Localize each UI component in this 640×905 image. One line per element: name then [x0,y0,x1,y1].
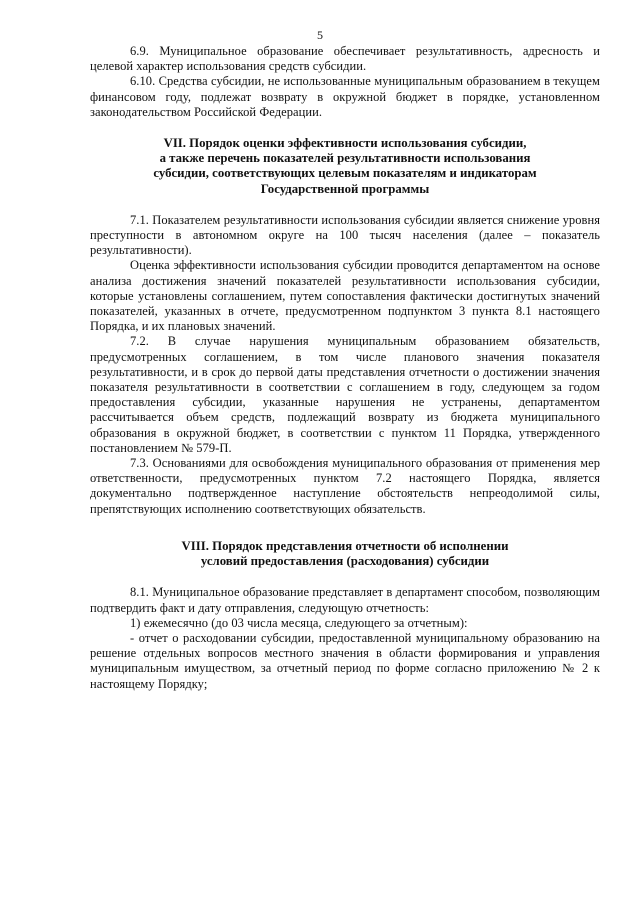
document-body [90,44,600,692]
paragraph-evaluation: Оценка эффективности использования субсидии проводится департаментом на основе анализа достижения значений показателей результативности использования субсидии, которые установлены соглашением, путем сопоставления фактически достигнутых значений показателей, указанных в отчете, предусмотренном подпунктом 3 пункта 8.1 настоящего Порядка, и их плановых значений. [90,258,600,334]
paragraph-monthly: 1) ежемесячно (до 03 числа месяца, следующего за отчетным): [130,615,468,630]
page-number: 5 [317,28,323,42]
section-heading-line: Государственной программы [260,181,430,196]
section-heading-line: VII. Порядок оценки эффективности использования субсидии, [163,136,527,151]
paragraph-6-9: 6.9. Муниципальное образование обеспечивает результативность, адресность и целевой характер использования средств субсидии. [90,44,600,74]
section-8-heading [90,539,600,569]
section-heading-line: а также перечень показателей результативности использования [159,151,531,166]
paragraph-7-3: 7.3. Основаниями для освобождения муниципального образования от применения мер ответственности, предусмотренных пунктом 7.2 настоящего Порядка, является документально подтвержденное наступление обстоятельств непреодолимой силы, препятствующих исполнению соответствующих обязательств. [90,456,600,516]
paragraph-8-1: 8.1. Муниципальное образование представляет в департамент способом, позволяющим подтвердить факт и дату отправления, следующую отчетность: [90,585,600,615]
paragraph-7-1: 7.1. Показателем результативности использования субсидии является снижение уровня преступности в автономном округе на 100 тысяч населения (далее – показатель результативности). [90,212,600,258]
paragraph-6-10: 6.10. Средства субсидии, не использованные муниципальным образованием в текущем финансовом году, подлежат возврату в окружной бюджет в порядке, установленном законодательством Российской Федерации. [90,74,600,119]
section-7-heading [90,136,600,197]
paragraph-7-2: 7.2. В случае нарушения муниципальным образованием обязательств, предусмотренных соглашением, в том числе планового значения показателя результативности, и в срок до первой даты представления отчетности о достижении значения показателя результативности в соответствии с соглашением в году, следующем за годом предоставления субсидии, указанные нарушения не устранены, департаментом рассчитывается объем средств, подлежащий возврату из бюджета муниципального образования в окружной бюджет, в соответствии с пунктом 11 Порядка, утвержденного постановлением № 579-П. [90,334,600,455]
paragraph-report: - отчет о расходовании субсидии, предоставленной муниципальному образованию на решение отдельных вопросов местного значения в области формирования и управления муниципальным имуществом, за отчетный период по форме согласно приложению № 2 к настоящему Порядку; [90,630,600,691]
section-heading-line: субсидии, соответствующих целевым показателям и индикаторам [153,166,537,181]
section-heading-line: VIII. Порядок представления отчетности об исполнении [181,538,509,553]
section-heading-line: условий предоставления (расходования) субсидии [200,554,490,569]
